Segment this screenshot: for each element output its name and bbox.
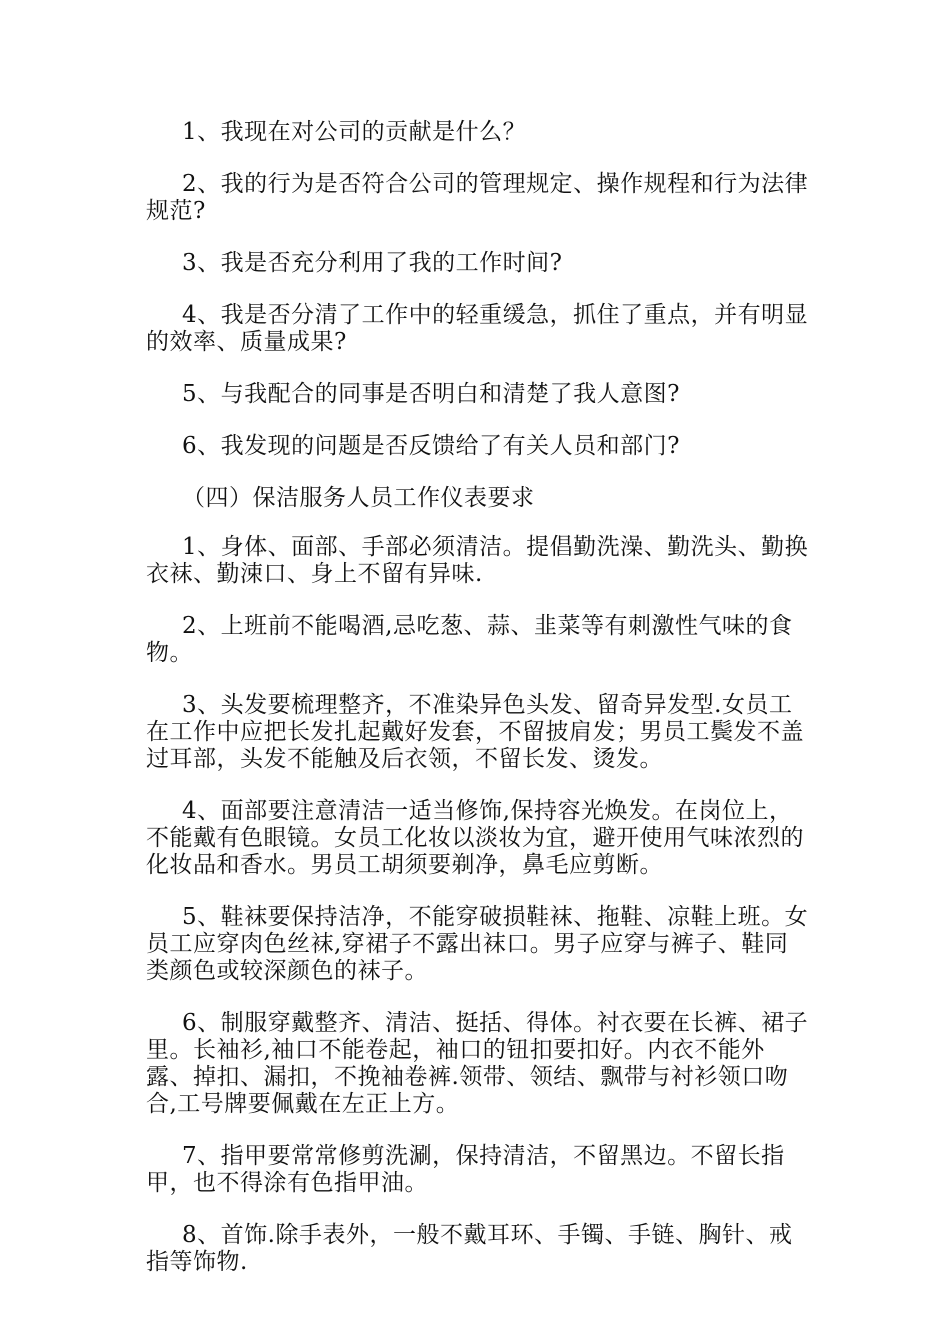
- paragraph-question-6: 6、我发现的问题是否反馈给了有关人员和部门?: [182, 433, 680, 459]
- paragraph-question-1: 1、我现在对公司的贡献是什么？: [182, 119, 527, 145]
- paragraph-rule-2: 2、上班前不能喝酒,忌吃葱、蒜、韭菜等有刺激性气味的食物。: [146, 613, 793, 666]
- section-heading: （四）保洁服务人员工作仪表要求: [182, 485, 535, 511]
- paragraph-rule-7: 7、指甲要常常修剪洗涮，保持清洁，不留黑边。不留长指甲，也不得涂有色指甲油。: [146, 1143, 785, 1196]
- paragraph-question-4: 4、我是否分清了工作中的轻重缓急，抓住了重点，并有明显的效率、质量成果?: [146, 302, 809, 355]
- paragraph-rule-3: 3、头发要梳理整齐，不准染异色头发、留奇异发型.女员工在工作中应把长发扎起戴好发套，不留披肩发；男员工鬓发不盖过耳部，头发不能触及后衣领，不留长发、烫发。: [146, 692, 804, 772]
- paragraph-rule-4: 4、面部要注意清洁一适当修饰,保持容光焕发。在岗位上，不能戴有色眼镜。女员工化妆以淡妆为宜，避开使用气味浓烈的化妆品和香水。男员工胡须要剃净，鼻毛应剪断。: [146, 798, 804, 878]
- paragraph-rule-6: 6、制服穿戴整齐、清洁、挺括、得体。衬衣要在长裤、裙子里。长袖衫,袖口不能卷起，袖口的钮扣要扣好。内衣不能外露、掉扣、漏扣，不挽袖卷裤.领带、领结、飘带与衬衫领口吻合,工号牌要佩戴在左正上方。: [146, 1010, 809, 1117]
- paragraph-question-3: 3、我是否充分利用了我的工作时间?: [182, 250, 563, 276]
- paragraph-question-5: 5、与我配合的同事是否明白和清楚了我人意图?: [182, 381, 680, 407]
- paragraph-rule-8: 8、首饰.除手表外，一般不戴耳环、手镯、手链、胸针、戒指等饰物.: [146, 1222, 793, 1275]
- document-body: [146, 119, 810, 1301]
- paragraph-question-2: 2、我的行为是否符合公司的管理规定、操作规程和行为法律规范?: [146, 171, 809, 224]
- paragraph-rule-5: 5、鞋袜要保持洁净，不能穿破损鞋袜、拖鞋、凉鞋上班。女员工应穿肉色丝袜,穿裙子不露出袜口。男子应穿与裤子、鞋同类颜色或较深颜色的袜子。: [146, 904, 809, 984]
- paragraph-rule-1: 1、身体、面部、手部必须清洁。提倡勤洗澡、勤洗头、勤换衣袜、勤涑口、身上不留有异味.: [146, 534, 809, 587]
